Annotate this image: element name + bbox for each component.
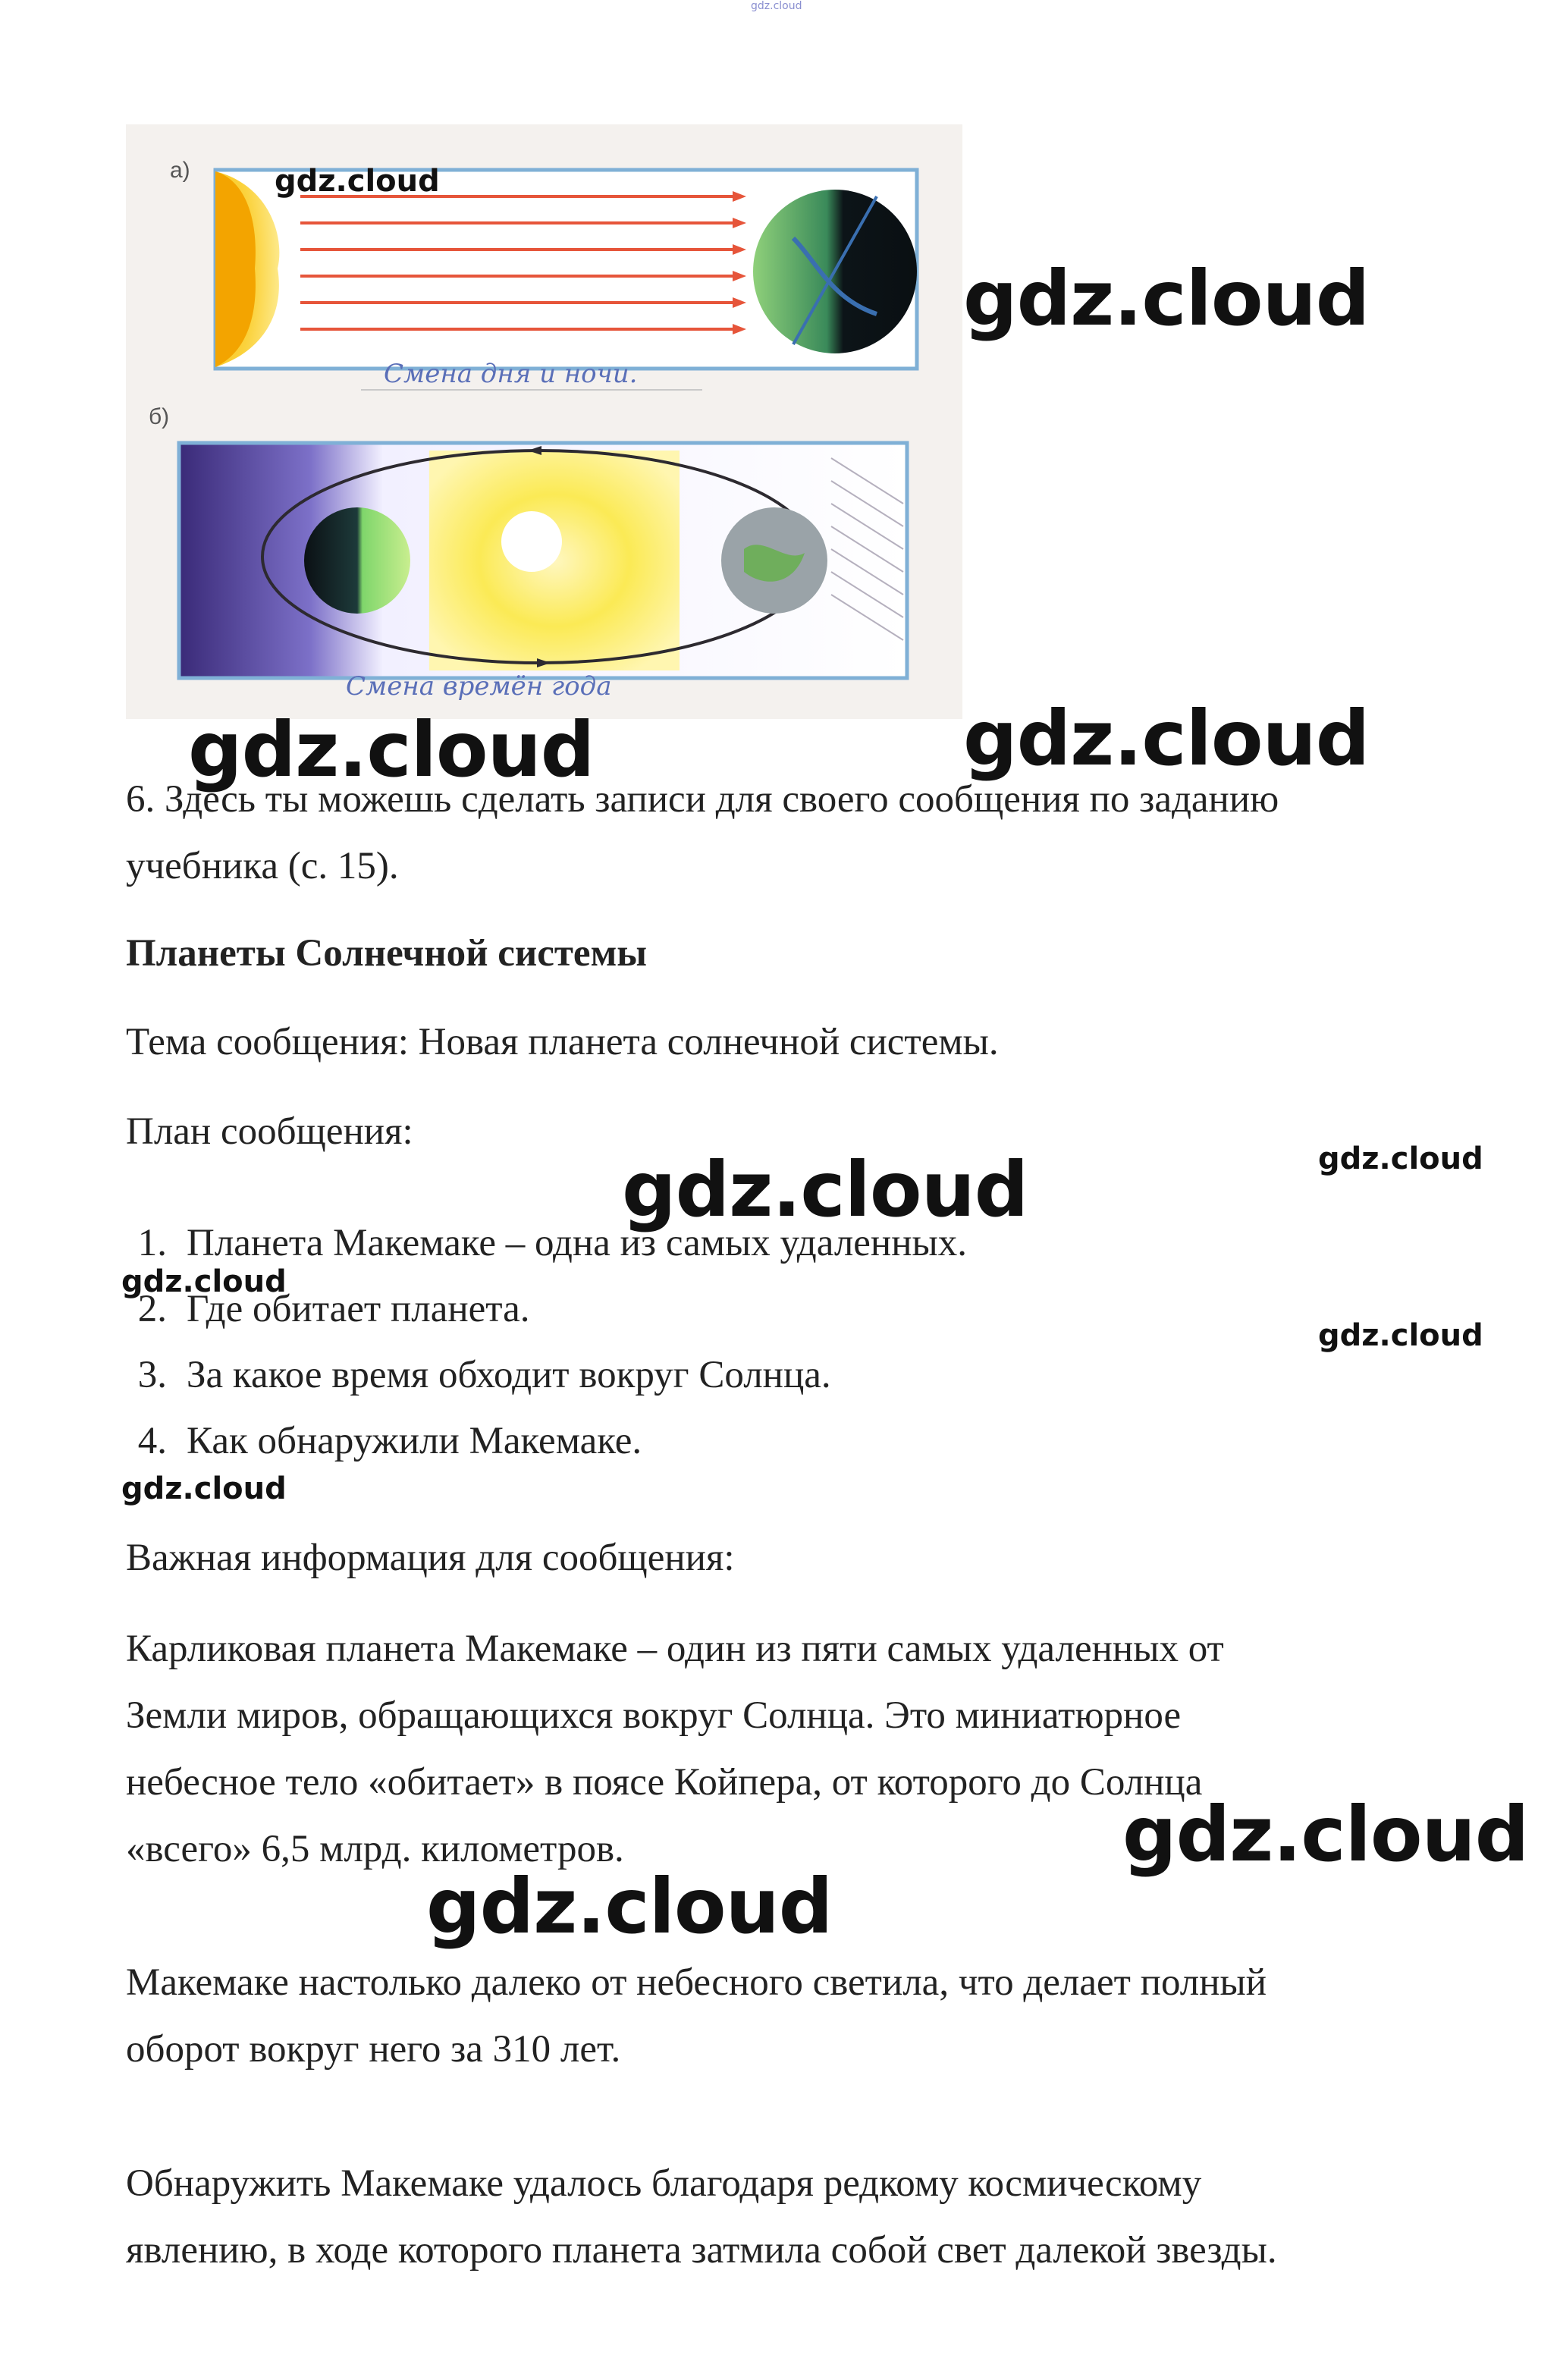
top-watermark: gdz.cloud [751,0,802,12]
paragraph-line: «всего» 6,5 млрд. километров. [126,1828,624,1870]
watermark: gdz.cloud [1318,1141,1483,1176]
list-item [106,1353,831,1397]
paragraph-line: Обнаружить Макемаке удалось благодаря редкому космическому [126,2162,1202,2205]
list-text: Планета Макемаке – одна из самых удаленных. [187,1222,968,1264]
paragraph-line: явлению, в ходе которого планета затмила собой свет далекой звезды. [126,2229,1277,2272]
info-paragraph [126,1615,1521,1882]
watermark: gdz.cloud [622,1145,1028,1234]
list-text: Где обитает планета. [187,1288,530,1330]
list-number: 4. [137,1420,167,1462]
figure-caption-a: Смена дня и ночи. [384,359,638,389]
watermark: gdz.cloud [963,254,1370,343]
watermark: gdz.cloud [426,1862,833,1951]
watermark: gdz.cloud [121,1264,287,1299]
figure-label-a: а) [170,158,190,183]
seasons-day-night-illustration [126,124,962,719]
list-text: Как обнаружили Макемаке. [187,1420,642,1462]
list-item [106,1221,967,1265]
figure-label-b: б) [149,404,170,429]
list-number: 1. [137,1222,167,1264]
paragraph-line: Макемаке настолько далеко от небесного светила, что делает полный [126,1961,1267,2004]
textbook-figure [126,124,962,719]
paragraph-line: Земли миров, обращающихся вокруг Солнца. Это миниатюрное [126,1694,1182,1737]
watermark: gdz.cloud [1318,1318,1483,1353]
list-item [106,1419,642,1463]
watermark: gdz.cloud [275,164,440,199]
list-item [106,1287,530,1331]
info-paragraph [126,2150,1536,2284]
task-line: учебника (с. 15). [126,845,399,887]
info-label: Важная информация для сообщения: [126,1537,735,1579]
list-number: 2. [137,1288,167,1330]
watermark: gdz.cloud [1122,1790,1529,1879]
page-title: Планеты Солнечной системы [126,932,648,975]
list-number: 3. [137,1354,167,1396]
list-text: За какое время обходит вокруг Солнца. [187,1354,831,1396]
figure-caption-b: Смена времён года [346,671,612,702]
info-paragraph [126,1949,1521,2083]
topic-text: Тема сообщения: Новая планета солнечной системы. [126,1021,999,1063]
watermark: gdz.cloud [188,705,595,794]
task-text [126,766,1491,900]
watermark: gdz.cloud [963,694,1370,783]
paragraph-line: небесное тело «обитает» в поясе Койпера, от которого до Солнца [126,1761,1203,1804]
paragraph-line: Карликовая планета Макемаке – один из пяти самых удаленных от [126,1628,1224,1670]
task-line: 6. Здесь ты можешь сделать записи для своего сообщения по заданию [126,778,1279,821]
plan-label: План сообщения: [126,1110,413,1153]
watermark: gdz.cloud [121,1471,287,1506]
paragraph-line: оборот вокруг него за 310 лет. [126,2028,621,2071]
